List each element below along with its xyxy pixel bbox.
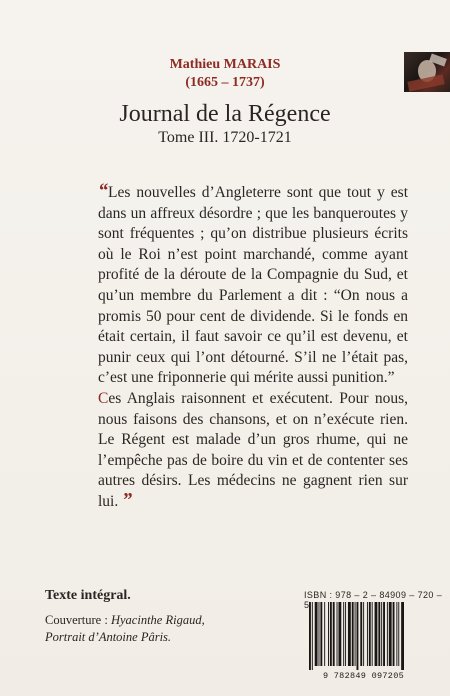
barcode bbox=[305, 602, 425, 672]
author-dates: (1665 – 1737) bbox=[185, 75, 265, 90]
texte-integral-label: Texte intégral. bbox=[45, 588, 131, 603]
couverture-label: Couverture : bbox=[45, 613, 111, 627]
quote-paragraph-2-text: es Anglais raisonnent et exécutent. Pour nous, nous faisons des chansons, et on n’exécute rien. Le Régent est malade d’un gros rhume, qui ne l’empêche pas de boire du vin et de contenter ses autres désirs. Les médecins ne gagnent rien sur lui. bbox=[98, 389, 408, 510]
cover-credit bbox=[45, 612, 245, 646]
couverture-credit-text: Hyacinthe Rigaud, Portrait d’Antoine Pâris. bbox=[45, 613, 205, 644]
open-quote-mark: “ bbox=[98, 180, 108, 202]
book-subtitle: Tome III. 1720-1721 bbox=[158, 129, 292, 146]
quotation-block bbox=[98, 180, 408, 513]
portrait-drape-shape bbox=[407, 74, 444, 91]
quote-paragraph-1 bbox=[98, 180, 408, 389]
close-quote-mark: ” bbox=[122, 488, 133, 511]
author-name: Mathieu MARAIS bbox=[169, 57, 281, 72]
quote-paragraph-2 bbox=[98, 389, 408, 513]
barcode-bars bbox=[305, 602, 425, 670]
cover-portrait-thumbnail bbox=[404, 52, 450, 92]
author-block bbox=[0, 56, 450, 92]
paragraph-2-initial: C bbox=[98, 389, 109, 407]
book-title: Journal de la Régence bbox=[119, 101, 331, 127]
isbn-text: ISBN : 978 – 2 – 84909 – 720 – 5 bbox=[304, 590, 443, 610]
barcode-digits: 9 782849 097205 bbox=[322, 671, 404, 681]
quote-paragraph-1-text: Les nouvelles d’Angleterre sont que tout y est dans un affreux désordre ; que les banqueroutes y sont fréquentes ; qu’on distribue plusieurs écrits où le Roi n’est point marchandé, comme ayant profité de la déroute de la Compagnie du Sud, et qu’un membre du Parlement a dit : “On nous a promis 50 pour cent de dividende. Si le fonds en était certain, il faut savoir ce qu’il est devenu, et punir ceux qui l’ont détourné. S’il ne l’était pas, c’est une friponnerie qui mérite aussi punition.” bbox=[98, 184, 408, 387]
